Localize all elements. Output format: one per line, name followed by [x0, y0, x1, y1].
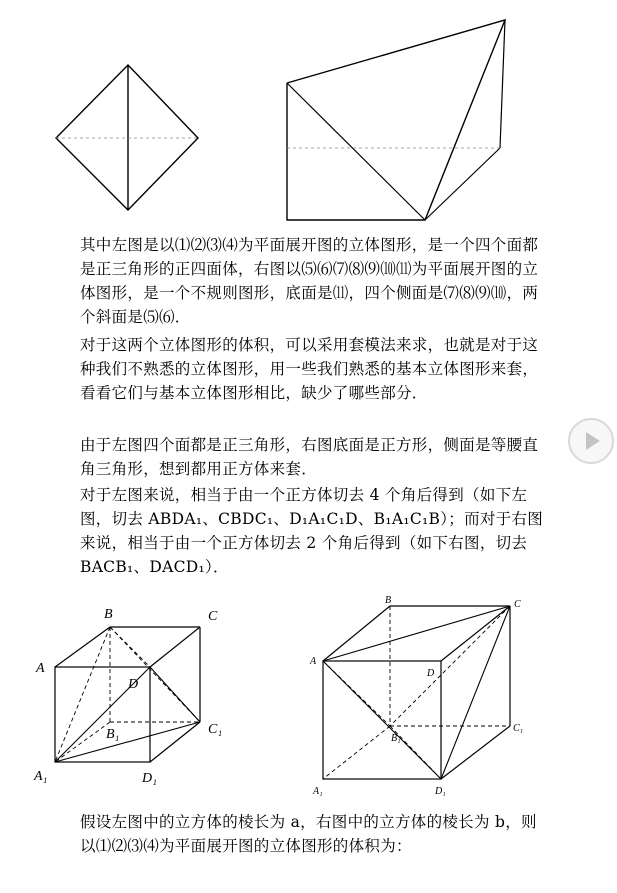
- label-C: C: [514, 599, 521, 610]
- label-C1: C₁: [208, 722, 223, 737]
- label-C1: C₁: [513, 723, 524, 734]
- label-D: D: [427, 668, 435, 679]
- label-B1: B₁: [106, 727, 120, 742]
- paragraph-5: 假设左图中的立方体的棱长为 a，右图中的立方体的棱长为 b，则以⑴⑵⑶⑷为平面展开图的立体图形的体积为：: [80, 813, 537, 855]
- label-B: B: [385, 595, 392, 606]
- irregular-solid-figure: [280, 15, 510, 225]
- right-cube-figure: [305, 593, 545, 798]
- left-cube-figure: [30, 600, 240, 795]
- label-D: D: [128, 677, 139, 692]
- label-A1: A₁: [313, 786, 323, 797]
- label-B1: B₁: [391, 733, 401, 744]
- label-D1: D₁: [142, 771, 157, 786]
- label-D1: D₁: [435, 786, 446, 797]
- play-button[interactable]: [568, 418, 614, 464]
- tetrahedron-figure: [50, 60, 210, 215]
- label-A: A: [310, 656, 317, 667]
- play-circle-icon: [570, 420, 612, 462]
- paragraph-1: 其中左图是以⑴⑵⑶⑷为平面展开图的立体图形，是一个四个面都是正三角形的正四面体，右图以⑸⑹⑺⑻⑼⑽⑾为平面展开图的立体图形，是一个不规则图形，底面是⑾，四个侧面是⑺⑻⑼⑽，两个斜面是⑸⑹．: [80, 236, 539, 326]
- label-A: A: [36, 661, 45, 676]
- label-C: C: [208, 609, 218, 624]
- label-B: B: [104, 607, 113, 622]
- paragraph-3: 由于左图四个面都是正三角形，右图底面是正方形，侧面是等腰直角三角形，想到都用正方体来套．: [80, 436, 539, 478]
- paragraph-4: 对于左图来说，相当于由一个正方体切去 4 个角后得到（如下左图，切去 ABDA₁、CBDC₁、D₁A₁C₁D、B₁A₁C₁B）；而对于右图来说，相当于由一个正方体切去 2 个角后得到（如下右图，切去 BACB₁、DACD₁）．: [80, 486, 544, 576]
- label-A1: A₁: [34, 769, 48, 784]
- paragraph-2: 对于这两个立体图形的体积，可以采用套模法来求，也就是对于这种我们不熟悉的立体图形，用一些我们熟悉的基本立体图形来套，看看它们与基本立体图形相比，缺少了哪些部分．: [80, 336, 539, 402]
